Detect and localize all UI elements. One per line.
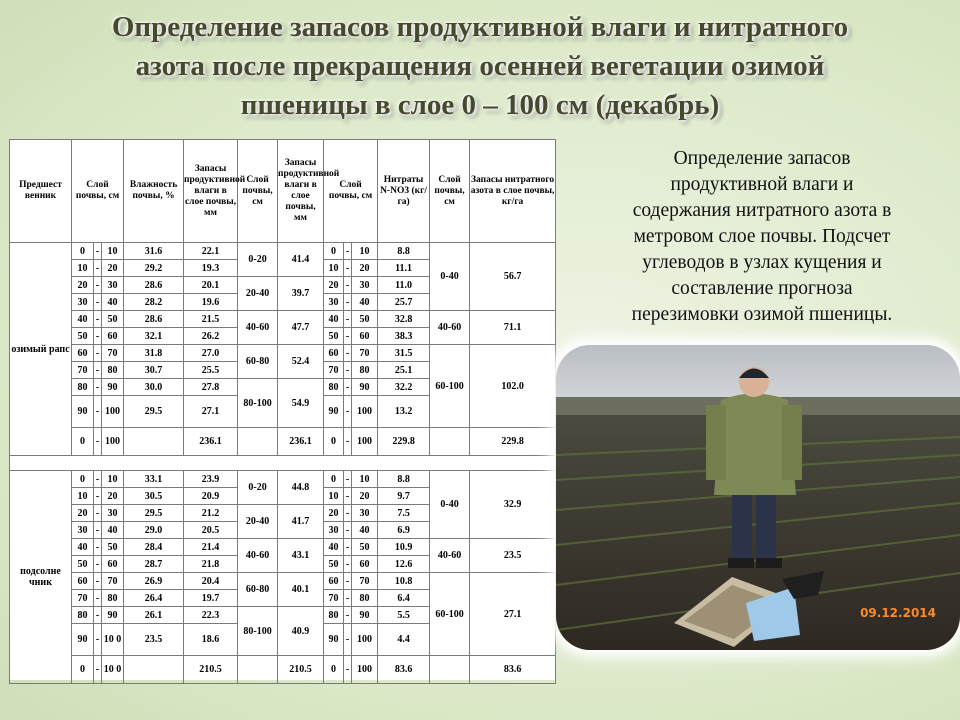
layer-from-cell: 30 [72, 294, 94, 311]
moisture-stock-cell: 27.0 [184, 345, 238, 362]
header-moisture: Влажность почвы, % [124, 140, 184, 243]
layer-from-cell: 40 [72, 539, 94, 556]
nitrate-cell: 32.2 [378, 379, 430, 396]
moisture-stock-sum-cell: 40.1 [278, 573, 324, 607]
moisture-stock-cell: 25.5 [184, 362, 238, 379]
nitrate-cell: 5.5 [378, 607, 430, 624]
moisture-cell: 26.9 [124, 573, 184, 590]
moisture-stock-cell: 21.4 [184, 539, 238, 556]
description-line: метровом слое почвы. Подсчет [633, 226, 891, 247]
nitrate-layer-group-cell: 40-60 [430, 539, 470, 573]
nitrate-layer-group-cell: 0-40 [430, 243, 470, 311]
nitrate-layer-to-cell: 90 [352, 607, 378, 624]
layer-to-cell: 90 [102, 607, 124, 624]
nitrate-cell: 10.9 [378, 539, 430, 556]
layer-from-cell: 40 [72, 311, 94, 328]
layer-pair-cell: 20-40 [238, 277, 278, 311]
layer-to-cell: 20 [102, 488, 124, 505]
layer-pair-cell: 20-40 [238, 505, 278, 539]
layer-to-cell: 10 [102, 471, 124, 488]
moisture-stock-sum-cell: 40.9 [278, 607, 324, 656]
moisture-cell: 30.5 [124, 488, 184, 505]
layer-to-cell: 30 [102, 277, 124, 294]
total-nitrate-layer-from-cell: 0 [324, 656, 344, 684]
nitrate-layer-to-cell: 30 [352, 277, 378, 294]
separator-cell [10, 456, 556, 471]
empty-cell [238, 428, 278, 456]
layer-to-cell: 10 0 [102, 624, 124, 656]
layer-from-cell: 20 [72, 505, 94, 522]
layer-pair-cell: 40-60 [238, 539, 278, 573]
header-nitrate-stock: Запасы нитратного азота в слое почвы, кг/га [470, 140, 556, 243]
nitrate-layer-from-cell: 40 [324, 539, 344, 556]
dash-cell: - [94, 590, 102, 607]
dash-cell: - [344, 656, 352, 684]
description-line: составление прогноза [671, 278, 853, 299]
moisture-cell: 23.5 [124, 624, 184, 656]
dash-cell: - [94, 243, 102, 260]
layer-to-cell: 80 [102, 590, 124, 607]
table-separator-row [10, 456, 556, 471]
nitrate-layer-to-cell: 90 [352, 379, 378, 396]
total-nitrate-layer-to-cell: 100 [352, 428, 378, 456]
dash-cell: - [344, 590, 352, 607]
total-layer-to-cell: 10 0 [102, 656, 124, 684]
dash-cell: - [344, 488, 352, 505]
nitrate-layer-to-cell: 100 [352, 624, 378, 656]
header-nitrate-layer: Слой почвы, см [324, 140, 378, 243]
layer-from-cell: 0 [72, 471, 94, 488]
dash-cell: - [94, 311, 102, 328]
nitrate-cell: 25.1 [378, 362, 430, 379]
dash-cell: - [94, 471, 102, 488]
nitrate-layer-group-cell: 0-40 [430, 471, 470, 539]
dash-cell: - [344, 362, 352, 379]
nitrate-layer-from-cell: 50 [324, 556, 344, 573]
table-body [10, 243, 556, 684]
moisture-stock-cell: 20.4 [184, 573, 238, 590]
layer-pair-cell: 80-100 [238, 379, 278, 428]
nitrate-layer-to-cell: 70 [352, 573, 378, 590]
header-nitrate-layer-group: Слой почвы, см [430, 140, 470, 243]
moisture-stock-cell: 23.9 [184, 471, 238, 488]
dash-cell: - [94, 294, 102, 311]
dash-cell: - [94, 328, 102, 345]
layer-pair-cell: 80-100 [238, 607, 278, 656]
moisture-cell: 29.2 [124, 260, 184, 277]
nitrate-cell: 8.8 [378, 471, 430, 488]
empty-cell [430, 656, 470, 684]
total-nitrate-stock-cell: 83.6 [470, 656, 556, 684]
moisture-stock-sum-cell: 39.7 [278, 277, 324, 311]
layer-from-cell: 10 [72, 488, 94, 505]
nitrate-cell: 13.2 [378, 396, 430, 428]
moisture-stock-cell: 19.3 [184, 260, 238, 277]
total-nitrate-stock-cell: 229.8 [470, 428, 556, 456]
nitrate-stock-cell: 23.5 [470, 539, 556, 573]
dash-cell: - [344, 379, 352, 396]
nitrate-layer-to-cell: 60 [352, 556, 378, 573]
layer-to-cell: 90 [102, 379, 124, 396]
description-line: продуктивной влаги и [670, 174, 854, 195]
layer-to-cell: 60 [102, 328, 124, 345]
nitrate-cell: 11.1 [378, 260, 430, 277]
moisture-cell: 26.1 [124, 607, 184, 624]
moisture-cell: 30.0 [124, 379, 184, 396]
nitrate-layer-to-cell: 50 [352, 539, 378, 556]
dash-cell: - [94, 345, 102, 362]
nitrate-cell: 9.7 [378, 488, 430, 505]
layer-to-cell: 60 [102, 556, 124, 573]
dash-cell: - [94, 428, 102, 456]
nitrate-stock-cell: 32.9 [470, 471, 556, 539]
empty-cell [430, 428, 470, 456]
nitrate-layer-from-cell: 10 [324, 488, 344, 505]
layer-from-cell: 50 [72, 328, 94, 345]
title-line: Определение запасов продуктивной влаги и нитратного [111, 11, 849, 43]
layer-from-cell: 60 [72, 573, 94, 590]
nitrate-layer-to-cell: 80 [352, 362, 378, 379]
layer-pair-cell: 60-80 [238, 573, 278, 607]
table-row [10, 345, 556, 362]
dash-cell: - [344, 396, 352, 428]
dash-cell: - [344, 243, 352, 260]
nitrate-layer-to-cell: 10 [352, 471, 378, 488]
nitrate-layer-to-cell: 10 [352, 243, 378, 260]
dash-cell: - [94, 539, 102, 556]
layer-pair-cell: 0-20 [238, 471, 278, 505]
nitrate-layer-from-cell: 90 [324, 396, 344, 428]
nitrate-cell: 8.8 [378, 243, 430, 260]
layer-pair-cell: 0-20 [238, 243, 278, 277]
total-nitrate-layer-to-cell: 100 [352, 656, 378, 684]
nitrate-layer-to-cell: 60 [352, 328, 378, 345]
dash-cell: - [344, 294, 352, 311]
layer-to-cell: 80 [102, 362, 124, 379]
moisture-stock-cell: 27.1 [184, 396, 238, 428]
nitrate-layer-from-cell: 30 [324, 294, 344, 311]
moisture-stock-cell: 20.5 [184, 522, 238, 539]
layer-from-cell: 20 [72, 277, 94, 294]
moisture-stock-cell: 26.2 [184, 328, 238, 345]
header-layer-pair: Слой почвы, см [238, 140, 278, 243]
dash-cell: - [94, 624, 102, 656]
dash-cell: - [344, 624, 352, 656]
nitrate-layer-from-cell: 60 [324, 573, 344, 590]
total-layer-to-cell: 100 [102, 428, 124, 456]
nitrate-layer-from-cell: 60 [324, 345, 344, 362]
description-line: углеводов в узлах кущения и [642, 252, 882, 273]
dash-cell: - [94, 656, 102, 684]
layer-to-cell: 10 [102, 243, 124, 260]
nitrate-layer-to-cell: 40 [352, 294, 378, 311]
moisture-stock-sum-cell: 54.9 [278, 379, 324, 428]
moisture-stock-sum-cell: 43.1 [278, 539, 324, 573]
nitrate-cell: 10.8 [378, 573, 430, 590]
nitrate-layer-from-cell: 20 [324, 277, 344, 294]
table-total-row [10, 428, 556, 456]
moisture-stock-cell: 19.7 [184, 590, 238, 607]
predecessor-cell: подсолне чник [10, 471, 72, 684]
nitrate-stock-cell: 71.1 [470, 311, 556, 345]
layer-pair-cell: 40-60 [238, 311, 278, 345]
moisture-cell: 30.7 [124, 362, 184, 379]
dash-cell: - [344, 345, 352, 362]
total-layer-from-cell: 0 [72, 428, 94, 456]
layer-to-cell: 50 [102, 539, 124, 556]
data-table-container [9, 139, 555, 680]
header-layer: Слой почвы, см [72, 140, 124, 243]
moisture-stock-sum-cell: 41.4 [278, 243, 324, 277]
nitrate-cell: 11.0 [378, 277, 430, 294]
dash-cell: - [344, 428, 352, 456]
table-row [10, 471, 556, 488]
header-moisture-stock-sum: Запасы продуктивной влаги в слое почвы, мм [278, 140, 324, 243]
moisture-stock-cell: 20.1 [184, 277, 238, 294]
title-line: азота после прекращения осенней вегетации озимой [135, 50, 825, 82]
table-total-row [10, 656, 556, 684]
dash-cell: - [344, 556, 352, 573]
layer-from-cell: 70 [72, 362, 94, 379]
moisture-stock-sum-cell: 41.7 [278, 505, 324, 539]
nitrate-layer-from-cell: 70 [324, 590, 344, 607]
nitrate-cell: 6.4 [378, 590, 430, 607]
description-line: перезимовки озимой пшеницы. [631, 304, 893, 325]
field-photo-illustration [556, 345, 960, 650]
nitrate-cell: 38.3 [378, 328, 430, 345]
nitrate-layer-to-cell: 20 [352, 488, 378, 505]
table-row [10, 539, 556, 556]
header-moisture-stock: Запасы продуктивной влаги в слое почвы, мм [184, 140, 238, 243]
moisture-cell: 29.5 [124, 396, 184, 428]
nitrate-layer-from-cell: 10 [324, 260, 344, 277]
layer-from-cell: 90 [72, 396, 94, 428]
layer-from-cell: 10 [72, 260, 94, 277]
moisture-cell: 28.4 [124, 539, 184, 556]
dash-cell: - [94, 522, 102, 539]
nitrate-cell: 12.6 [378, 556, 430, 573]
dash-cell: - [344, 573, 352, 590]
layer-to-cell: 20 [102, 260, 124, 277]
total-nitrate-cell: 229.8 [378, 428, 430, 456]
moisture-cell: 28.6 [124, 277, 184, 294]
dash-cell: - [344, 539, 352, 556]
dash-cell: - [94, 505, 102, 522]
total-moisture-stock-sum-cell: 236.1 [278, 428, 324, 456]
description-line: Определение запасов [673, 148, 851, 169]
nitrate-layer-from-cell: 50 [324, 328, 344, 345]
empty-cell [124, 428, 184, 456]
moisture-cell: 31.8 [124, 345, 184, 362]
description-line: содержания нитратного азота в [632, 200, 892, 221]
moisture-cell: 32.1 [124, 328, 184, 345]
dash-cell: - [94, 277, 102, 294]
dash-cell: - [344, 328, 352, 345]
header-nitrates: Нитраты N-NO3 (кг/га) [378, 140, 430, 243]
nitrate-cell: 31.5 [378, 345, 430, 362]
slide-title [20, 8, 940, 125]
nitrate-layer-to-cell: 20 [352, 260, 378, 277]
dash-cell: - [94, 488, 102, 505]
layer-to-cell: 40 [102, 522, 124, 539]
dash-cell: - [94, 260, 102, 277]
total-nitrate-cell: 83.6 [378, 656, 430, 684]
nitrate-stock-cell: 56.7 [470, 243, 556, 311]
nitrate-layer-group-cell: 60-100 [430, 573, 470, 656]
nitrate-layer-from-cell: 80 [324, 607, 344, 624]
moisture-stock-cell: 21.5 [184, 311, 238, 328]
title-line: пшеницы в слое 0 – 100 см (декабрь) [240, 89, 720, 121]
layer-to-cell: 50 [102, 311, 124, 328]
moisture-stock-cell: 22.3 [184, 607, 238, 624]
dash-cell: - [344, 260, 352, 277]
nitrate-layer-from-cell: 0 [324, 243, 344, 260]
nitrate-layer-to-cell: 40 [352, 522, 378, 539]
dash-cell: - [94, 556, 102, 573]
nitrate-layer-from-cell: 70 [324, 362, 344, 379]
moisture-stock-cell: 20.9 [184, 488, 238, 505]
layer-to-cell: 30 [102, 505, 124, 522]
total-moisture-stock-cell: 236.1 [184, 428, 238, 456]
nitrate-stock-cell: 102.0 [470, 345, 556, 428]
empty-cell [124, 656, 184, 684]
dash-cell: - [94, 379, 102, 396]
nitrate-layer-to-cell: 50 [352, 311, 378, 328]
description-text [578, 146, 946, 328]
moisture-stock-cell: 22.1 [184, 243, 238, 260]
data-table [9, 139, 556, 684]
dash-cell: - [94, 396, 102, 428]
table-row [10, 311, 556, 328]
nitrate-stock-cell: 27.1 [470, 573, 556, 656]
dash-cell: - [94, 607, 102, 624]
total-layer-from-cell: 0 [72, 656, 94, 684]
dash-cell: - [94, 573, 102, 590]
empty-cell [238, 656, 278, 684]
moisture-stock-cell: 21.8 [184, 556, 238, 573]
moisture-cell: 29.5 [124, 505, 184, 522]
moisture-stock-cell: 19.6 [184, 294, 238, 311]
layer-to-cell: 70 [102, 345, 124, 362]
nitrate-cell: 32.8 [378, 311, 430, 328]
moisture-cell: 33.1 [124, 471, 184, 488]
dash-cell: - [344, 607, 352, 624]
date-stamp: 09.12.2014 [860, 606, 936, 620]
moisture-cell: 28.7 [124, 556, 184, 573]
dash-cell: - [344, 277, 352, 294]
moisture-stock-sum-cell: 44.8 [278, 471, 324, 505]
moisture-cell: 28.6 [124, 311, 184, 328]
layer-from-cell: 60 [72, 345, 94, 362]
dash-cell: - [344, 522, 352, 539]
nitrate-cell: 4.4 [378, 624, 430, 656]
moisture-stock-sum-cell: 47.7 [278, 311, 324, 345]
layer-from-cell: 50 [72, 556, 94, 573]
field-photo [556, 345, 960, 650]
nitrate-cell: 6.9 [378, 522, 430, 539]
nitrate-layer-from-cell: 20 [324, 505, 344, 522]
nitrate-layer-to-cell: 80 [352, 590, 378, 607]
nitrate-layer-to-cell: 70 [352, 345, 378, 362]
dash-cell: - [344, 471, 352, 488]
nitrate-layer-group-cell: 60-100 [430, 345, 470, 428]
nitrate-layer-from-cell: 40 [324, 311, 344, 328]
layer-pair-cell: 60-80 [238, 345, 278, 379]
nitrate-layer-from-cell: 0 [324, 471, 344, 488]
nitrate-cell: 7.5 [378, 505, 430, 522]
total-moisture-stock-sum-cell: 210.5 [278, 656, 324, 684]
dash-cell: - [344, 505, 352, 522]
table-row [10, 573, 556, 590]
nitrate-layer-from-cell: 80 [324, 379, 344, 396]
moisture-cell: 26.4 [124, 590, 184, 607]
layer-from-cell: 30 [72, 522, 94, 539]
nitrate-layer-from-cell: 90 [324, 624, 344, 656]
moisture-cell: 31.6 [124, 243, 184, 260]
nitrate-layer-from-cell: 30 [324, 522, 344, 539]
total-nitrate-layer-from-cell: 0 [324, 428, 344, 456]
nitrate-layer-group-cell: 40-60 [430, 311, 470, 345]
layer-to-cell: 40 [102, 294, 124, 311]
moisture-cell: 28.2 [124, 294, 184, 311]
dash-cell: - [344, 311, 352, 328]
layer-to-cell: 70 [102, 573, 124, 590]
nitrate-layer-to-cell: 100 [352, 396, 378, 428]
layer-from-cell: 80 [72, 607, 94, 624]
total-moisture-stock-cell: 210.5 [184, 656, 238, 684]
layer-from-cell: 70 [72, 590, 94, 607]
moisture-cell: 29.0 [124, 522, 184, 539]
table-row [10, 243, 556, 260]
predecessor-cell: озимый рапс [10, 243, 72, 456]
moisture-stock-sum-cell: 52.4 [278, 345, 324, 379]
dash-cell: - [94, 362, 102, 379]
layer-from-cell: 0 [72, 243, 94, 260]
moisture-stock-cell: 21.2 [184, 505, 238, 522]
layer-from-cell: 80 [72, 379, 94, 396]
nitrate-layer-to-cell: 30 [352, 505, 378, 522]
nitrate-cell: 25.7 [378, 294, 430, 311]
layer-to-cell: 100 [102, 396, 124, 428]
moisture-stock-cell: 27.8 [184, 379, 238, 396]
layer-from-cell: 90 [72, 624, 94, 656]
moisture-stock-cell: 18.6 [184, 624, 238, 656]
header-predecessor: Предшест венник [10, 140, 72, 243]
